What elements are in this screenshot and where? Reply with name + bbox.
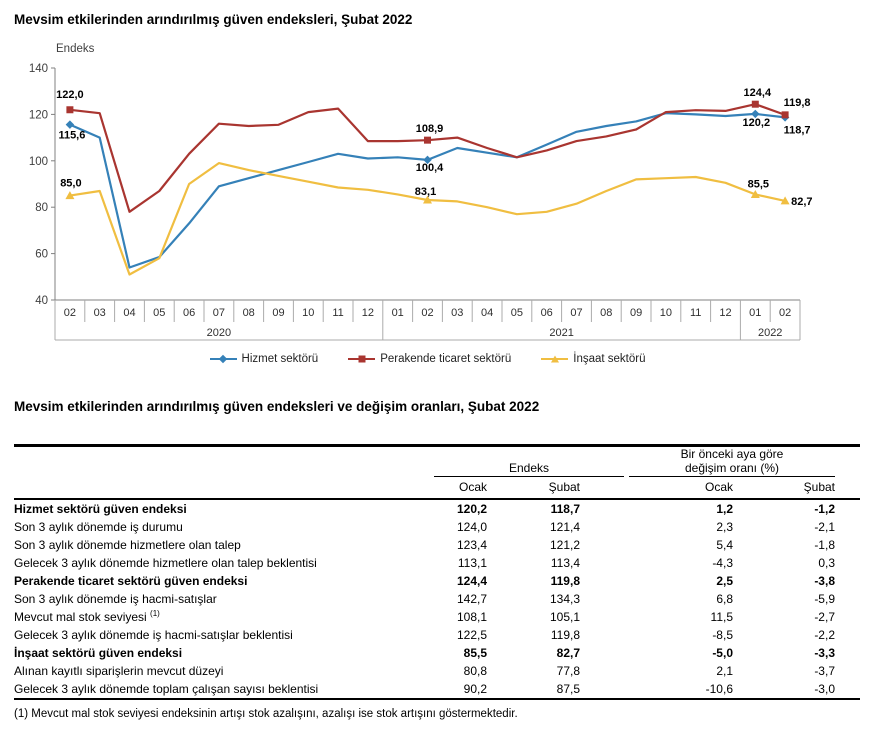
x-axis-month: 05 [153, 307, 166, 319]
value-cell: 108,1 [456, 610, 487, 624]
legend-item-0 [210, 353, 319, 365]
value-cell: -5,9 [814, 592, 835, 606]
x-axis-month: 12 [719, 307, 732, 319]
value-cell: 118,7 [550, 502, 580, 516]
row-label: Alınan kayıtlı siparişlerin mevcut düzeyi [14, 664, 224, 678]
x-axis-month: 05 [510, 307, 524, 319]
column-header-0: Ocak [458, 480, 487, 494]
confidence-line-chart [0, 38, 876, 350]
value-cell: 2,3 [716, 520, 733, 534]
value-cell: 124,4 [456, 574, 487, 588]
value-cell: 80,8 [463, 664, 487, 678]
legend-label: Hizmet sektörü [241, 353, 319, 365]
chart-legend [55, 353, 800, 365]
y-axis-tick: 120 [28, 109, 48, 122]
value-cell: -4,3 [712, 556, 733, 570]
value-cell: 121,2 [549, 538, 580, 552]
value-cell: 120,2 [456, 502, 487, 516]
x-axis-month: 09 [629, 307, 643, 319]
data-point-label: 85,5 [747, 178, 770, 191]
square-marker [752, 101, 759, 108]
x-axis-month: 07 [212, 307, 226, 319]
row-label: Hizmet sektörü güven endeksi [14, 502, 187, 516]
x-axis-month: 02 [63, 307, 77, 319]
y-axis-title: Endeks [56, 43, 95, 55]
table-row [14, 608, 860, 626]
value-cell: 122,5 [456, 628, 487, 642]
square-legend-icon [348, 358, 375, 361]
value-cell: 124,0 [456, 520, 487, 534]
value-cell: -3,8 [814, 574, 835, 588]
row-label: Son 3 aylık dönemde iş durumu [14, 520, 183, 534]
value-cell: 119,8 [550, 628, 580, 642]
x-axis-month: 04 [480, 307, 494, 319]
x-axis-month: 08 [242, 307, 255, 319]
value-cell: 2,5 [716, 574, 733, 588]
x-axis-month: 09 [272, 307, 285, 319]
data-point-label: 120,2 [742, 116, 771, 129]
value-cell: 6,8 [716, 592, 733, 606]
legend-item-2 [541, 353, 645, 365]
x-axis-year: 2022 [757, 327, 783, 339]
value-cell: 119,8 [550, 574, 580, 588]
x-axis-month: 07 [570, 307, 583, 319]
column-header-1: Şubat [548, 480, 580, 494]
value-cell: 90,2 [463, 682, 487, 696]
x-axis-month: 01 [749, 307, 762, 319]
square-marker [424, 137, 431, 144]
x-axis-month: 11 [689, 307, 702, 319]
value-cell: 123,4 [456, 538, 487, 552]
column-header-3: Şubat [803, 480, 835, 494]
value-cell: -1,2 [814, 502, 835, 516]
footnote: (1) Mevcut mal stok seviyesi endeksinin artışı stok azalışını, azalışı ise stok artışını göstermektedir. [14, 708, 518, 720]
data-point-label: 85,0 [60, 177, 82, 190]
column-header-2: Ocak [704, 480, 733, 494]
x-axis-month: 03 [451, 307, 464, 319]
data-point-label: 122,0 [56, 88, 84, 101]
data-point-label: 119,8 [783, 96, 811, 109]
value-cell: 82,7 [556, 646, 580, 660]
value-cell: 113,1 [457, 556, 487, 570]
data-point-label: 115,6 [58, 129, 86, 142]
legend-label: İnşaat sektörü [573, 353, 646, 365]
triangle-legend-icon [541, 358, 568, 361]
diamond-marker [66, 120, 74, 128]
value-cell: 2,1 [716, 664, 733, 678]
value-cell: 77,8 [556, 664, 580, 678]
data-point-label: 108,9 [415, 123, 444, 136]
data-point-label: 83,1 [414, 186, 437, 199]
x-axis-year: 2020 [206, 327, 232, 339]
table-row [14, 518, 860, 536]
table-row [14, 572, 860, 590]
table-row [14, 626, 860, 644]
y-axis-tick: 100 [28, 155, 48, 168]
value-cell: 85,5 [463, 646, 487, 660]
x-axis-month: 02 [421, 307, 434, 319]
x-axis-month: 11 [332, 307, 344, 319]
table-title: Mevsim etkilerinden arındırılmış güven endeksleri ve değişim oranları, Şubat 2022 [14, 399, 540, 414]
value-cell: 5,4 [716, 538, 733, 552]
x-axis-year: 2021 [549, 327, 574, 339]
legend-item-1 [348, 353, 511, 365]
row-label: Mevcut mal stok seviyesi $^{(1)}$ [14, 609, 160, 624]
x-axis-month: 10 [302, 307, 315, 319]
group-header-endeks: Endeks [434, 461, 624, 477]
table-row [14, 590, 860, 608]
value-cell: 87,5 [556, 682, 580, 696]
table-body [14, 499, 860, 699]
value-cell: 105,1 [549, 610, 580, 624]
y-axis-tick: 140 [28, 63, 48, 75]
value-cell: 113,4 [550, 556, 580, 570]
value-cell: -2,7 [814, 610, 835, 624]
row-label: Gelecek 3 aylık dönemde hizmetlere olan talep beklentisi [14, 556, 317, 570]
value-cell: 11,5 [710, 610, 733, 624]
y-axis-tick: 80 [35, 202, 48, 215]
table-row [14, 644, 860, 662]
value-cell: 0,3 [818, 556, 835, 570]
value-cell: 1,2 [716, 502, 733, 516]
value-cell: 121,4 [549, 520, 580, 534]
square-marker [782, 111, 789, 118]
value-cell: -8,5 [712, 628, 733, 642]
value-cell: -10,6 [705, 682, 733, 696]
x-axis-month: 10 [659, 307, 673, 319]
x-axis-month: 03 [93, 307, 106, 319]
data-point-label: 124,4 [743, 87, 772, 100]
legend-label: Perakende ticaret sektörü [380, 353, 512, 365]
footnote-marker: (1) [150, 609, 160, 618]
diamond-legend-icon [210, 358, 237, 361]
value-cell: -5,0 [712, 646, 733, 660]
row-label: Son 3 aylık dönemde iş hacmi-satışlar [14, 592, 217, 606]
x-axis-month: 01 [391, 307, 404, 319]
value-cell: -2,2 [814, 628, 835, 642]
chart-title: Mevsim etkilerinden arındırılmış güven endeksleri, Şubat 2022 [14, 12, 413, 27]
group-header-change: Bir önceki aya göre değişim oranı (%) [629, 447, 835, 477]
table-row [14, 680, 860, 699]
table-row [14, 499, 860, 518]
row-label: Son 3 aylık dönemde hizmetlere olan talep [14, 538, 241, 552]
x-axis-month: 02 [778, 307, 792, 319]
value-cell: -3,0 [814, 682, 835, 696]
value-cell: -3,7 [814, 664, 835, 678]
x-axis-month: 04 [123, 307, 136, 319]
value-cell: -3,3 [814, 646, 835, 660]
y-axis-tick: 40 [35, 295, 48, 307]
row-label: İnşaat sektörü güven endeksi [14, 646, 183, 660]
row-label: Perakende ticaret sektörü güven endeksi [14, 574, 248, 588]
sub-header-row [14, 477, 860, 499]
table-row [14, 662, 860, 680]
table-row [14, 554, 860, 572]
square-marker [66, 106, 73, 113]
value-cell: 134,3 [549, 592, 580, 606]
x-axis-month: 12 [361, 307, 375, 319]
data-point-label: 118,7 [783, 124, 811, 137]
data-point-label: 82,7 [791, 195, 813, 208]
series-line-2 [70, 163, 785, 274]
table-header [14, 446, 860, 500]
indices-table [14, 444, 860, 700]
table-row [14, 536, 860, 554]
x-axis-month: 06 [182, 307, 196, 319]
row-label: Gelecek 3 aylık dönemde iş hacmi-satışlar beklentisi [14, 628, 293, 642]
row-label: Gelecek 3 aylık dönemde toplam çalışan sayısı beklentisi [14, 682, 319, 696]
value-cell: -2,1 [814, 520, 835, 534]
y-axis-tick: 60 [35, 248, 48, 261]
value-cell: 142,7 [456, 592, 487, 606]
value-cell: -1,8 [814, 538, 835, 552]
x-axis-month: 06 [540, 307, 553, 319]
x-axis-month: 08 [600, 307, 613, 319]
data-point-label: 100,4 [415, 161, 444, 174]
